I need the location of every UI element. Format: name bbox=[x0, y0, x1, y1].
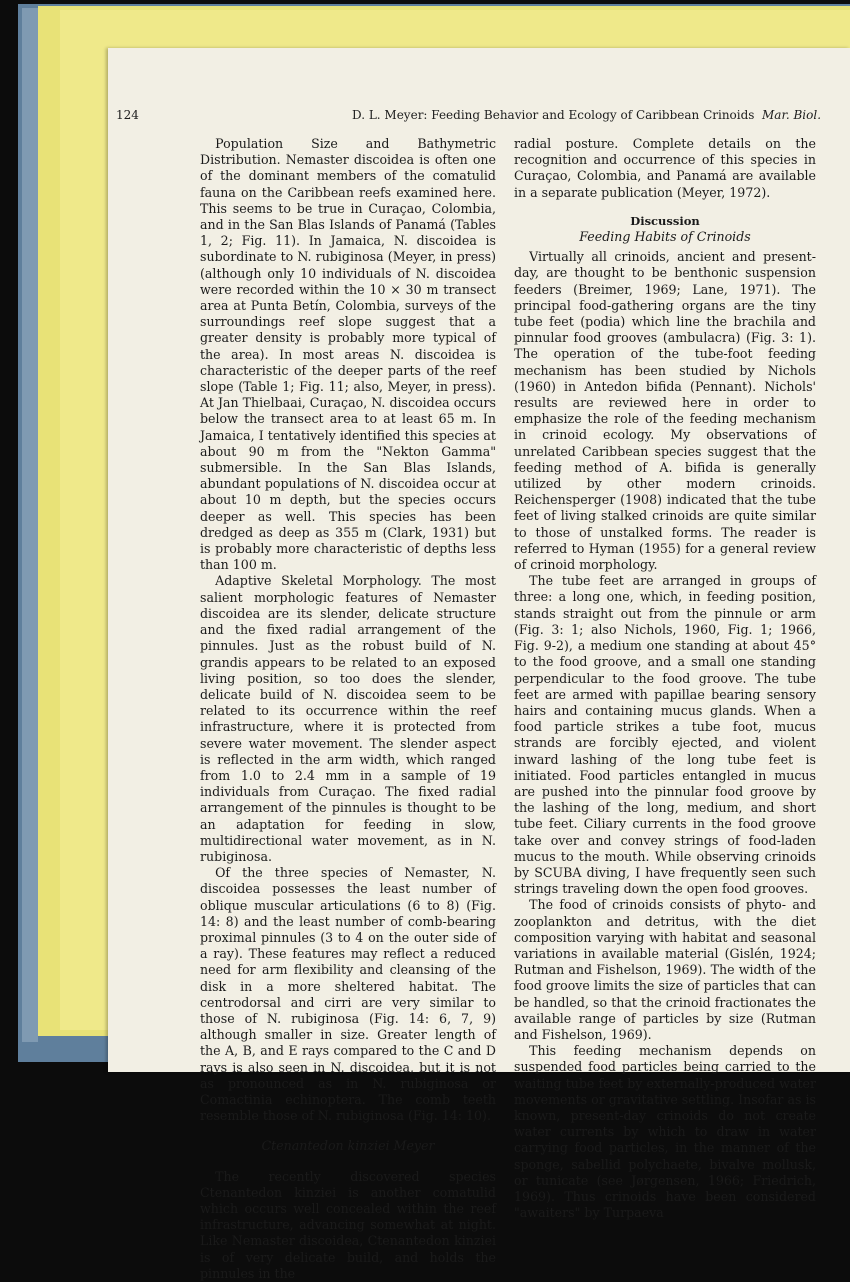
paragraph-radial-posture: radial posture. Complete details on the recognition and occurrence of this species in Curaçao, Colombia, and Panamá are available in a separate publication (Meyer, 1972). bbox=[514, 136, 816, 200]
section-title-discussion: Discussion bbox=[630, 213, 700, 228]
paragraph-tube-feet: The tube feet are arranged in groups of three: a long one, which, in feeding position, stands straight out from the pinnule or arm (Fig. 3: 1; also Nichols, 1960, Fig. 1; 1966, Fig. 9-2), a medium one standing at about 45° to the food groove, and a small one standing perpendicular to the food groove. The tube feet are armed with papillae bearing sensory hairs and containing mucus glands. When a food particle strikes a tube foot, mucus strands are forcibly ejected, and violent inward lashing of the long tube feet is initiated. Food particles entangled in mucus are pushed into the pinnular food groove by the lashing of the long, medium, and short tube feet. Ciliary currents in the food groove take over and convey strings of food-laden mucus to the mouth. While observing crinoids by SCUBA diving, I have frequently seen such strings traveling down the open food grooves. bbox=[514, 573, 816, 897]
paragraph-population-size: Population Size and Bathymetric Distribution. Nemaster discoidea is often one of the dominant members of the comatulid fauna on the Caribbean reefs examined here. This seems to be true in Curaçao, Colombia, and in the San Blas Islands of Panamá (Tables 1, 2; Fig. 11). In Jamaica, N. discoidea is subordinate to N. rubiginosa (Meyer, in press) (although only 10 individuals of N. discoidea were recorded within the 10 × 30 m transect area at Punta Betín, Colombia, surveys of the surroundings reef slope suggest that a greater density is probably more typical of the area). In most areas N. discoidea is characteristic of the deeper parts of the reef slope (Table 1; Fig. 11; also, Meyer, in press). At Jan Thielbaai, Curaçao, N. discoidea occurs below the transect area to at least 65 m. In Jamaica, I tentatively identified this species at about 90 m from the "Nekton Gamma" submersible. In the San Blas Islands, abundant populations of N. discoidea occur at about 10 m depth, but the species occurs deeper as well. This species has been dredged as deep as 355 m (Clark, 1931) but is probably more characteristic of depths less than 100 m. bbox=[200, 136, 496, 573]
paragraph-nemaster-species: Of the three species of Nemaster, N. discoidea possesses the least number of oblique muscular articulations (6 to 8) (Fig. 14: 8) and the least number of comb-bearing proximal pinnules (3 to 4 on the outer side of a ray). These features may reflect a reduced need for arm flexibility and cleansing of the disk in a more sheltered habitat. The centrodorsal and cirri are very similar to those of N. rubiginosa (Fig. 14: 6, 7, 9) although smaller in size. Greater length of the A, B, and E rays compared to the C and D rays is also seen in N. discoidea, but it is not as pronounced as in N. rubiginosa or Comactinia echinoptera. The comb teeth resemble those of N. rubiginosa (Fig. 14: 10). bbox=[200, 865, 496, 1124]
left-column bbox=[200, 136, 496, 1282]
paragraph-ctenantedon: The recently discovered species Ctenantedon kinziei is another comatulid which occurs well concealed within the reef infrastructure, advancing somewhat at night. Like Nemaster discoidea, Ctenantedon kinziei is of very delicate build, and holds the pinnules in the bbox=[200, 1168, 496, 1281]
page-number: 124 bbox=[116, 108, 139, 122]
paragraph-suspension-feeders: Virtually all crinoids, ancient and present-day, are thought to be benthonic suspension feeders (Breimer, 1969; Lane, 1971). The principal food-gathering organs are the tiny tube feet (podia) which line the brachila and pinnular food grooves (ambulacra) (Fig. 3: 1). The operation of the tube-foot feeding mechanism has been studied by Nichols (1960) in Antedon bifida (Pennant). Nichols' results are reviewed here in order to emphasize the role of the feeding mechanism in crinoid ecology. My observations of unrelated Caribbean species suggest that the feeding method of A. bifida is generally utilized by other modern crinoids. Reichensperger (1908) indicated that the tube feet of living stalked crinoids are quite similar to those of unstalked forms. The reader is referred to Hyman (1955) for a general review of crinoid morphology. bbox=[514, 249, 816, 573]
paragraph-adaptive-morphology: Adaptive Skeletal Morphology. The most salient morphologic features of Nemaster discoidea are its slender, delicate structure and the fixed radial arrangement of the pinnules. Just as the robust build of N. grandis appears to be related to an exposed living position, so too does the slender, delicate build of N. discoidea seem to be related to its occurrence within the reef infrastructure, where it is protected from severe water movement. The slender aspect is reflected in the arm width, which ranged from 1.0 to 2.4 mm in a sample of 19 individuals from Curaçao. The fixed radial arrangement of the pinnules is thought to be an adaptation for feeding in slow, multidirectional water movement, as in N. rubiginosa. bbox=[200, 573, 496, 864]
running-title: D. L. Meyer: Feeding Behavior and Ecology of Caribbean Crinoids bbox=[352, 108, 755, 122]
paragraph-food-of-crinoids: The food of crinoids consists of phyto- and zooplankton and detritus, with the diet composition varying with habitat and seasonal variations in available material (Gislén, 1924; Rutman and Fishelson, 1969). The width of the food groove limits the size of particles that can be handled, so that the crinoid fractionates the available range of particles by size (Rutman and Fishelson, 1969). bbox=[514, 897, 816, 1042]
right-column bbox=[514, 136, 816, 1221]
book-cover-edge bbox=[22, 8, 38, 1042]
subheading-ctenantedon: Ctenantedon kinziei Meyer bbox=[261, 1138, 435, 1154]
section-subtitle-feeding: Feeding Habits of Crinoids bbox=[579, 229, 751, 245]
running-header bbox=[0, 108, 850, 126]
paragraph-feeding-mechanism: This feeding mechanism depends on suspended food particles being carried to the waiting tube feet by externally-produced water movements or gravitative settling. Insofar as is known, present-day crinoids do not create water currents by which to draw in water carrying food particles, in the manner of the sponge, sabellid polychaete, bivalve mollusk, or tunicate (see Jørgensen, 1966; Friedrich, 1969). Thus crinoids have been considered "awaiters" by Turpaeva bbox=[514, 1043, 816, 1221]
journal-abbrev: Mar. Biol. bbox=[762, 108, 822, 122]
